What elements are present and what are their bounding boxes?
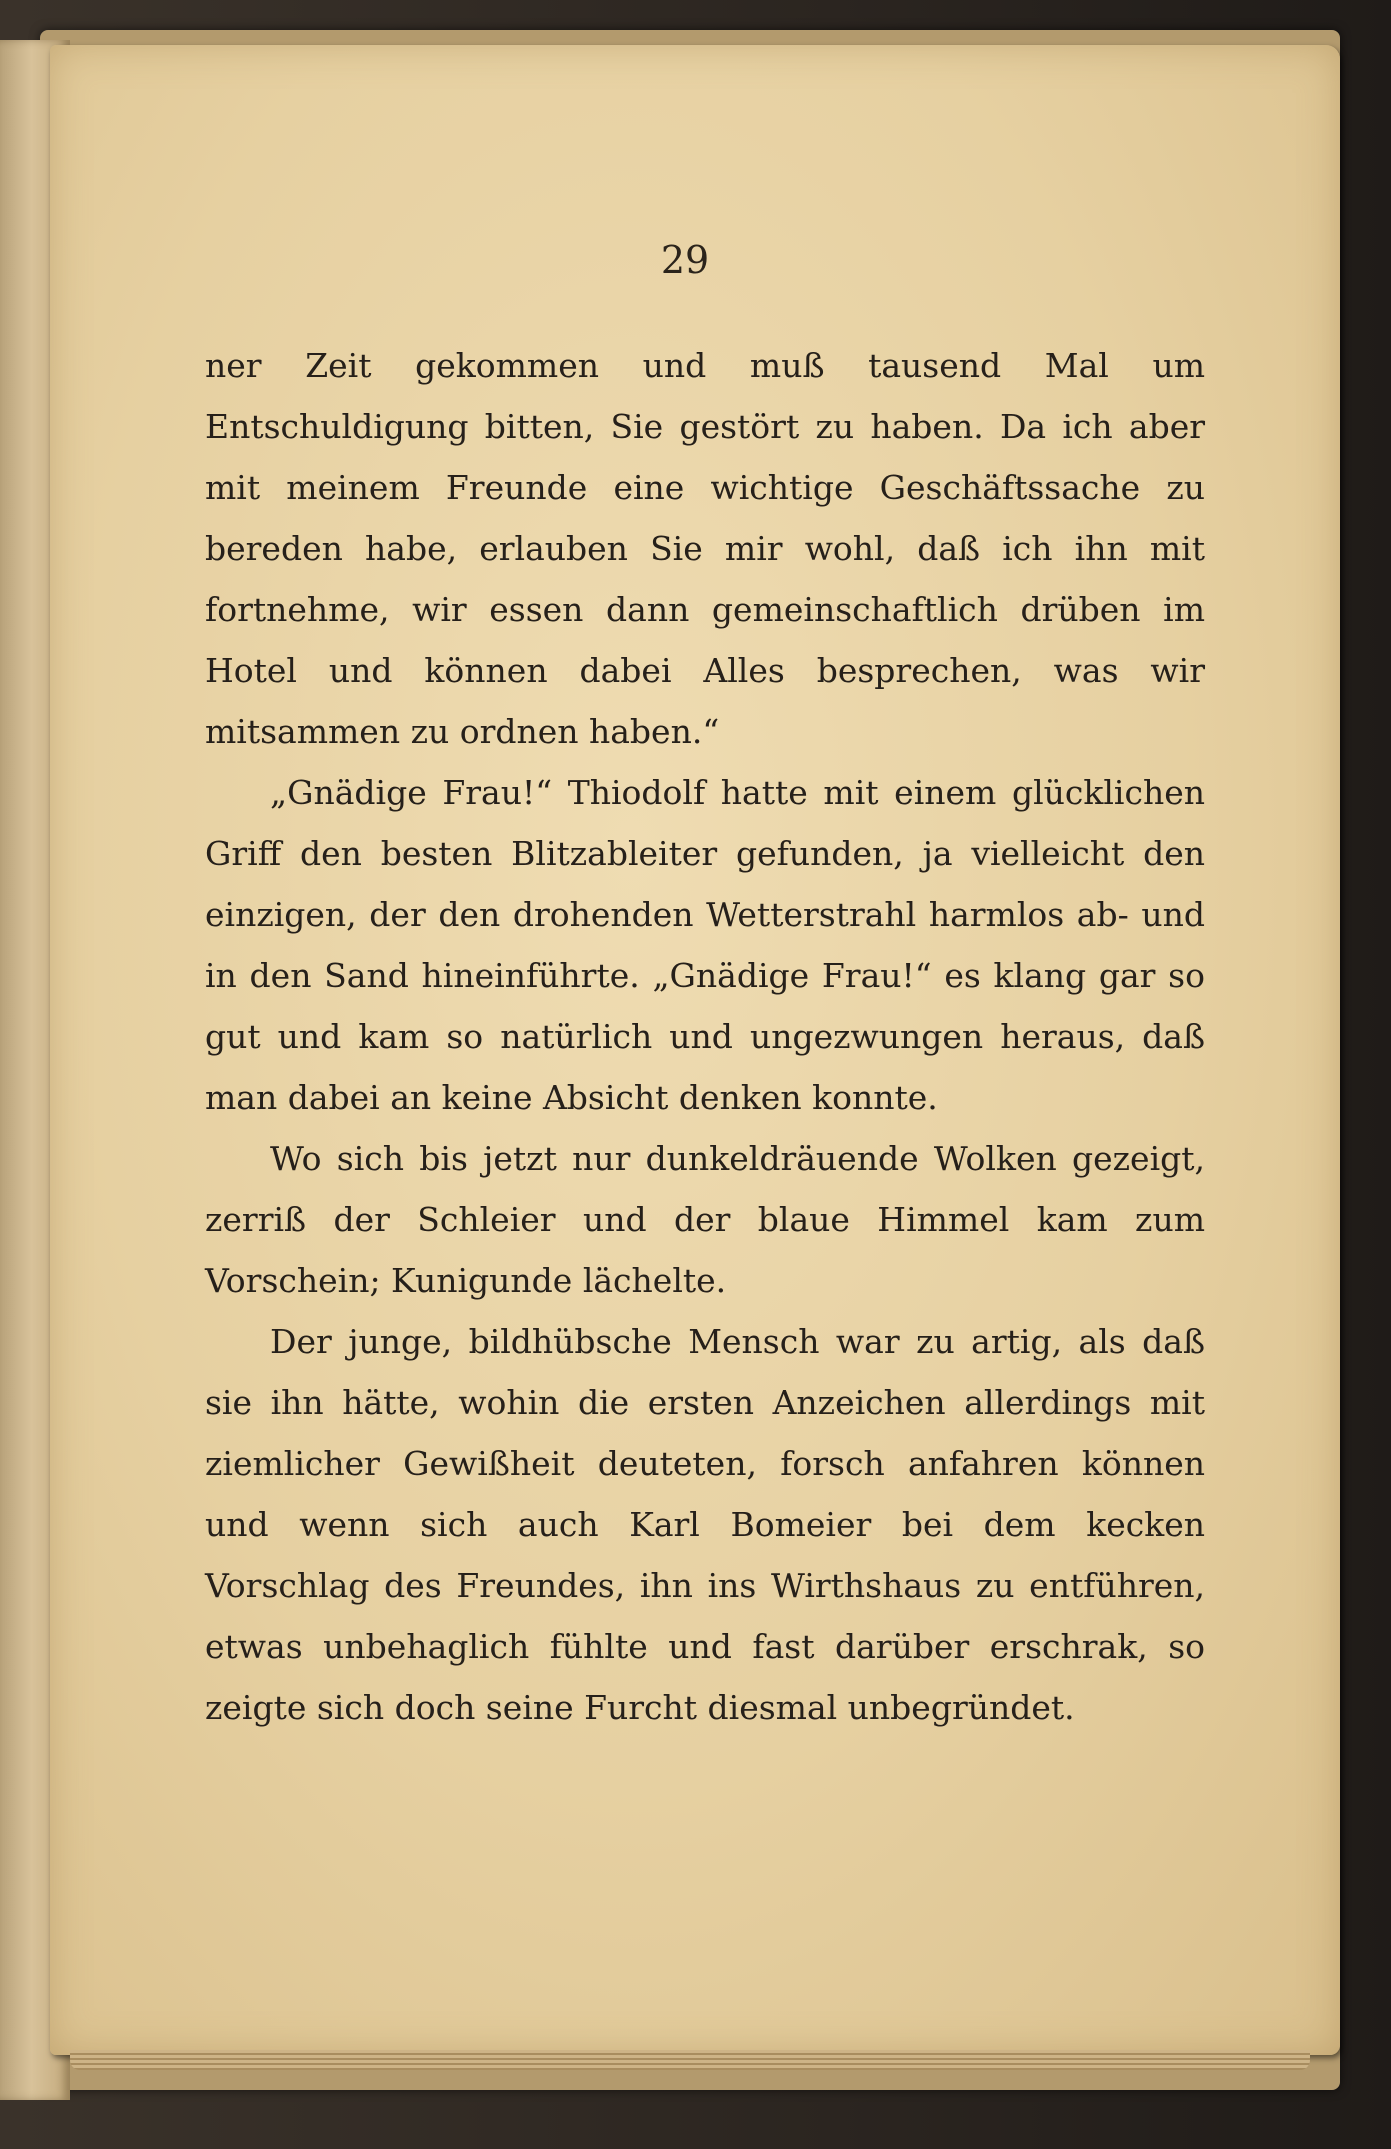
paragraph-3: Wo sich bis jetzt nur dunkeldräuende Wolken gezeigt, zerriß der Schleier und der blaue Himmel kam zum Vorschein; Kunigunde lächelte. — [205, 1139, 1205, 1300]
paragraph-1: ner Zeit gekommen und muß tausend Mal um Entschuldigung bitten, Sie gestört zu haben. Da ich aber mit meinem Freunde eine wichtige Geschäftssache zu bereden habe, erlauben Sie mir wohl, daß ich ihn mit fortnehme, wir essen dann gemeinschaftlich drüben im Hotel und können dabei Alles besprechen, was wir mitsammen zu ordnen haben.“ — [205, 346, 1205, 751]
paragraph-4: Der junge, bildhübsche Mensch war zu artig, als daß sie ihn hätte, wohin die ersten Anzeichen allerdings mit ziemlicher Gewißheit deuteten, forsch anfahren können und wenn sich auch Karl Bomeier bei dem kecken Vorschlag des Freundes, ihn ins Wirthshaus zu entführen, etwas unbehaglich fühlte und fast darüber erschrak, so zeigte sich doch seine Furcht diesmal unbegründet. — [205, 1322, 1205, 1727]
paragraph-2: „Gnädige Frau!“ Thiodolf hatte mit einem glücklichen Griff den besten Blitzableiter gefunden, ja vielleicht den einzigen, der den drohenden Wetterstrahl harmlos ab- und in den Sand hineinführte. „Gnädige Frau!“ es klang gar so gut und kam so natürlich und ungezwungen heraus, daß man dabei an keine Absicht denken konnte. — [205, 773, 1205, 1117]
page-stack-edges — [70, 2050, 1310, 2070]
page-text — [205, 335, 1205, 1738]
page-number: 29 — [660, 238, 710, 282]
